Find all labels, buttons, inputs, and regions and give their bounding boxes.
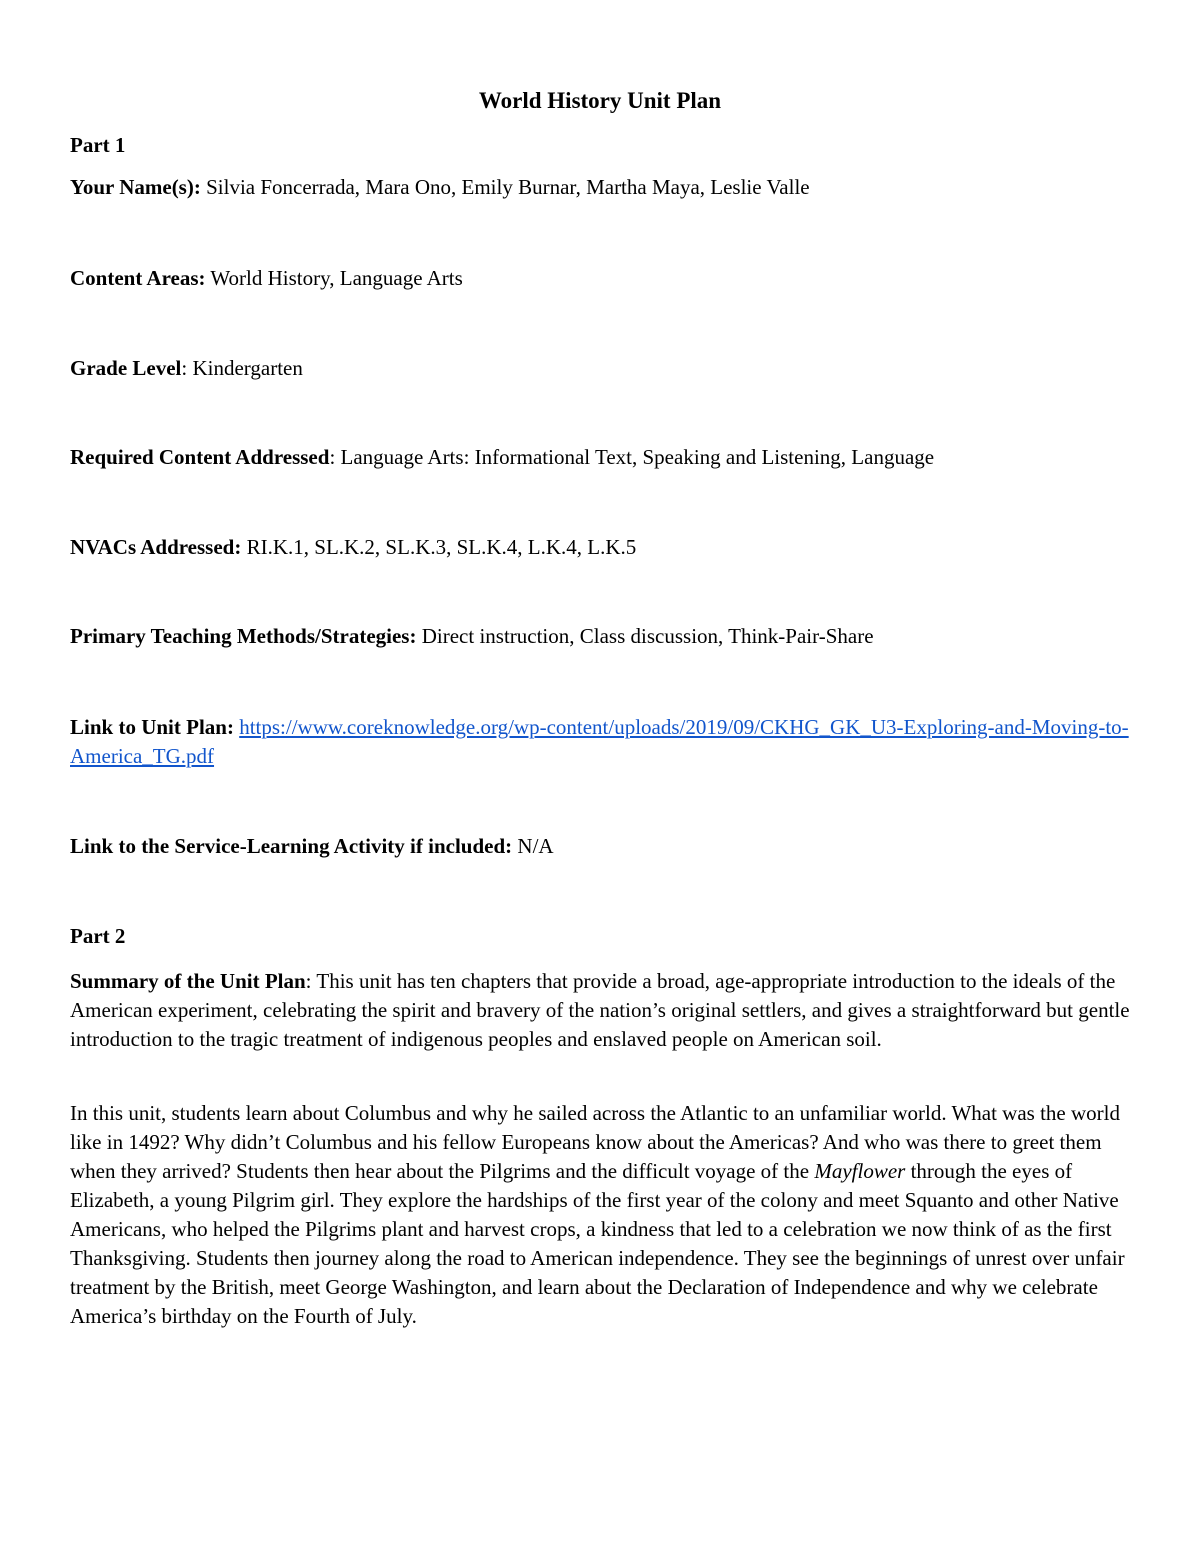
- nvacs-value: RI.K.1, SL.K.2, SL.K.3, SL.K.4, L.K.4, L.K.5: [241, 535, 637, 559]
- unit-plan-link-label: Link to Unit Plan:: [70, 715, 234, 739]
- content-areas-label: Content Areas:: [70, 266, 206, 290]
- summary-text: : This unit has ten chapters that provide a broad, age-appropriate introduction to the ideals of the American experiment, celebrating the spirit and bravery of the nation’s original settlers, and gives a straightforward but gentle introduction to the tragic treatment of indigenous peoples and enslaved people on American soil.: [70, 969, 1130, 1051]
- part2-heading: [70, 922, 1130, 951]
- summary-label: Summary of the Unit Plan: [70, 969, 306, 993]
- unit-description-text-2: through the eyes of Elizabeth, a young Pilgrim girl. They explore the hardships of the first year of the colony and meet Squanto and other Native Americans, who helped the Pilgrims plant and harvest crops, a kindness that led to a celebration we now think of as the first Thanksgiving. Students then journey along the road to American independence. They see the beginnings of unrest over unfair treatment by the British, meet George Washington, and learn about the Declaration of Independence and why we celebrate America’s birthday on the Fourth of July.: [70, 1159, 1125, 1328]
- unit-description-text-1: In this unit, students learn about Columbus and why he sailed across the Atlantic to an unfamiliar world. What was the world like in 1492? Why didn’t Columbus and his fellow Europeans know about the Americas? And who was there to greet them when they arrived? Students then hear about the Pilgrims and the difficult voyage of the: [70, 1101, 1120, 1183]
- teaching-methods-value: Direct instruction, Class discussion, Think-Pair-Share: [416, 624, 874, 648]
- part1-heading: [70, 131, 1130, 160]
- grade-level-row: [70, 354, 1130, 383]
- teaching-methods-label: Primary Teaching Methods/Strategies:: [70, 624, 417, 648]
- summary-paragraph: [70, 967, 1130, 1054]
- document-title: World History Unit Plan: [478, 88, 722, 113]
- content-areas-value: World History, Language Arts: [205, 266, 463, 290]
- unit-plan-link-row: [70, 713, 1130, 771]
- nvacs-row: [70, 533, 1130, 562]
- part2-heading-text: Part 2: [70, 924, 126, 948]
- required-content-value: : Language Arts: Informational Text, Speaking and Listening, Language: [329, 445, 935, 469]
- teaching-methods-row: [70, 622, 1130, 651]
- grade-level-value: : Kindergarten: [181, 356, 303, 380]
- grade-level-label: Grade Level: [70, 356, 182, 380]
- names-value: Silvia Foncerrada, Mara Ono, Emily Burnar, Martha Maya, Leslie Valle: [200, 175, 810, 199]
- unit-description-paragraph: [70, 1099, 1130, 1331]
- names-label: Your Name(s):: [70, 175, 201, 199]
- service-learning-row: [70, 832, 1130, 861]
- nvacs-label: NVACs Addressed:: [70, 535, 242, 559]
- unit-plan-link[interactable]: https://www.coreknowledge.org/wp-content/uploads/2019/09/CKHG_GK_U3-Exploring-and-Moving-to-America_TG.pdf: [70, 715, 1129, 768]
- service-learning-value: N/A: [512, 834, 554, 858]
- part1-heading-text: Part 1: [70, 133, 126, 157]
- mayflower-title: Mayflower: [814, 1159, 906, 1183]
- names-row: [70, 173, 1130, 202]
- content-areas-row: [70, 264, 1130, 293]
- required-content-row: [70, 443, 1130, 472]
- required-content-label: Required Content Addressed: [70, 445, 330, 469]
- service-learning-label: Link to the Service-Learning Activity if included:: [70, 834, 513, 858]
